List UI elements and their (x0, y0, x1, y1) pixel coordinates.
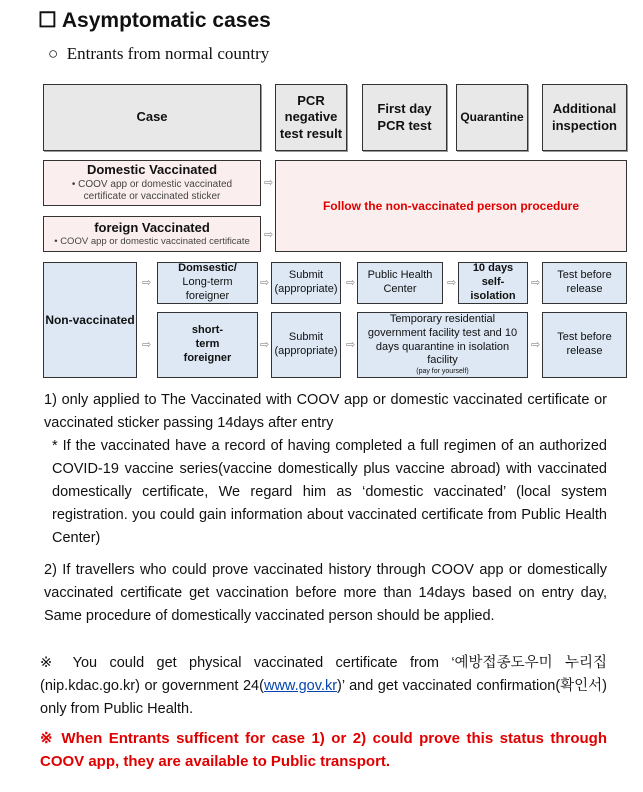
subtitle (48, 44, 269, 64)
section-title (38, 8, 271, 33)
domestic-vaccinated-note: • COOV app or domestic vaccinated certificate or vaccinated sticker (71, 178, 233, 203)
row1-additional: Test before release (542, 262, 627, 304)
follow-procedure-box: Follow the non-vaccinated person procedure (275, 160, 627, 252)
row2-additional: Test before release (542, 312, 627, 378)
case-bold: Domsestic/ (178, 262, 237, 275)
arrow-icon: ⇨ (260, 339, 270, 351)
foreign-vaccinated-note: • COOV app or domestic vaccinated certificate (54, 236, 250, 248)
case-rest: Long-term foreigner (182, 276, 233, 302)
checkbox-icon: ☐ (38, 9, 57, 32)
facility-note: (pay for yourself) (416, 368, 469, 376)
note-1: 1) only applied to The Vaccinated with COOV app or domestic vaccinated certificate or vaccinated sticker passing 14days after entry (44, 392, 607, 431)
arrow-icon: ⇨ (531, 277, 541, 289)
domestic-vaccinated-title: Domestic Vaccinated (86, 162, 218, 178)
arrow-icon: ⇨ (260, 277, 270, 289)
title-text: Asymptomatic cases (61, 9, 271, 32)
note-1-star: * If the vaccinated have a record of having completed a full regimen of an authorized COVID-19 vaccine series(vaccine domestically plus vaccine abroad) with vaccinated domestically certificate, We regard him as ‘domestic vaccinated’ (local system registration. you could gain information about vaccinated certificate from Public Health Center) (52, 438, 607, 546)
foreign-vaccinated-box (43, 216, 261, 252)
row2-facility (357, 312, 528, 378)
header-case: Case (43, 84, 261, 151)
note-4: ※ When Entrants sufficent for case 1) or 2) could prove this status through COOV app, they are available to Public transport. (40, 730, 607, 770)
non-vaccinated-box: Non-vaccinated (43, 262, 137, 378)
short-term-box: short-term foreigner (157, 312, 258, 378)
arrow-icon: ⇨ (142, 277, 152, 289)
arrow-icon: ⇨ (142, 339, 152, 351)
header-additional: Additional inspection (542, 84, 627, 151)
row2-pcr: Submit (appropriate) (271, 312, 341, 378)
foreign-vaccinated-title: foreign Vaccinated (94, 219, 210, 235)
row1-quarantine: 10 days self-isolation (458, 262, 528, 304)
arrow-icon: ⇨ (346, 277, 356, 289)
header-first-day: First day PCR test (362, 84, 447, 151)
arrow-icon: ⇨ (447, 277, 457, 289)
arrow-icon: ⇨ (346, 339, 356, 351)
arrow-icon: ⇨ (264, 229, 274, 241)
note-3-pre: ※ You could get physical vaccinated certificate from ‘예방접종도우미 누리집 (nip.kdac.go.kr) or government 24( (40, 655, 607, 694)
note-3-post: )’ and get vaccinated confirmation(확인서) only from Public Health. (40, 678, 608, 717)
header-quarantine: Quarantine (456, 84, 528, 151)
circle-bullet-icon: ○ (48, 44, 59, 63)
row1-pcr: Submit (appropriate) (271, 262, 341, 304)
arrow-icon: ⇨ (264, 177, 274, 189)
note-2: 2) If travellers who could prove vaccinated history through COOV app or domestically vaccinated certificate get vaccination before more than 14days based on entry day, Same procedure of domestically vaccinated person should be applied. (44, 562, 607, 624)
facility-text: Temporary residential government facility test and 10 days quarantine in isolation facility (367, 313, 518, 367)
subtitle-text: Entrants from normal country (66, 44, 270, 63)
domestic-long-term-box (157, 262, 258, 304)
note-3 (40, 652, 607, 721)
header-pcr-negative: PCR negative test result (275, 84, 347, 151)
row1-first-day: Public Health Center (357, 262, 443, 304)
arrow-icon: ⇨ (531, 339, 541, 351)
domestic-vaccinated-box (43, 160, 261, 206)
gov-link[interactable]: www.gov.kr (263, 678, 338, 694)
